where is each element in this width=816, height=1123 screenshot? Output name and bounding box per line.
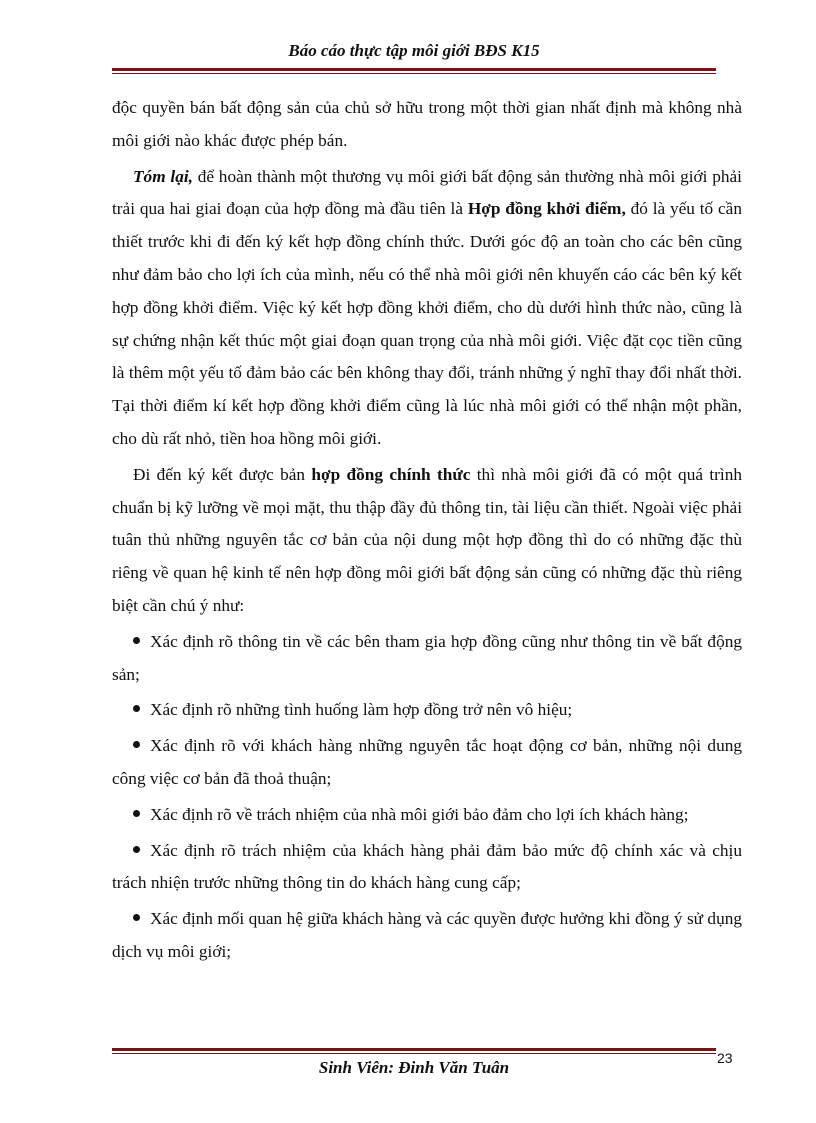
paragraph-summary: Tóm lại, để hoàn thành một thương vụ môi giới bất động sản thường nhà môi giới phải trải qua hai giai đoạn của hợp đồng mà đầu tiên là Hợp đồng khởi điểm, đó là yếu tố cần thiết trước khi đi đến ký kết hợp đồng chính thức. Dưới góc độ an toàn cho các bên cũng như đảm bảo cho lợi ích của mình, nếu có thể nhà môi giới nên khuyến cáo các bên ký kết hợp đồng khởi điểm. Việc ký kết hợp đồng khởi điểm, cho dù dưới hình thức nào, cũng là sự chứng nhận kết thúc một giai đoạn quan trọng của nhà môi giới. Việc đặt cọc tiền cũng là thêm một yếu tố đảm bảo các bên không thay đổi, tránh những ý nghĩ thay đổi nhất thời. Tại thời điểm kí kết hợp đồng khởi điểm cũng là lúc nhà môi giới có thể nhận một phần, cho dù rất nhỏ, tiền hoa hồng môi giới. <box>112 166 742 448</box>
list-item: Xác định rõ thông tin về các bên tham gia hợp đồng cũng như thông tin về bất động sản; <box>112 631 742 684</box>
paragraph-continuation: độc quyền bán bất động sản của chủ sở hữu trong một thời gian nhất định mà không nhà môi giới nào khác được phép bán. <box>112 98 742 150</box>
footer-rule <box>112 1048 716 1054</box>
paragraph-official-contract: Đi đến ký kết được bản hợp đồng chính thức thì nhà môi giới đã có một quá trình chuẩn bị kỹ lưỡng về mọi mặt, thu thập đầy đủ thông tin, tài liệu cần thiết. Ngoài việc phải tuân thủ những nguyên tắc cơ bản của nội dung một hợp đồng thì do có những đặc thù riêng về quan hệ kinh tế nên hợp đồng môi giới bất động sản cũng có những đặc thù riêng biệt cần chú ý như: <box>112 464 742 615</box>
list-item: Xác định rõ những tình huống làm hợp đồng trở nên vô hiệu; <box>112 694 742 727</box>
official-contract-term: hợp đồng chính thức <box>311 464 471 484</box>
list-item: Xác định rõ trách nhiệm của khách hàng phải đảm bảo mức độ chính xác và chịu trách nhiện trước những thông tin do khách hàng cung cấp; <box>112 840 742 893</box>
bullet-icon <box>133 810 140 817</box>
initial-contract-term: Hợp đồng khởi điểm, <box>467 199 626 219</box>
page-number: 23 <box>717 1050 733 1066</box>
bullet-icon <box>133 705 140 712</box>
bullet-icon <box>133 846 140 853</box>
list-item: Xác định rõ về trách nhiệm của nhà môi giới bảo đảm cho lợi ích khách hàng; <box>112 799 742 832</box>
bullet-icon <box>133 914 140 921</box>
list-item: Xác định mối quan hệ giữa khách hàng và các quyền được hưởng khi đồng ý sử dụng dịch vụ môi giới; <box>112 909 742 961</box>
bullet-icon <box>133 741 140 748</box>
footer-author: Sinh Viên: Đinh Văn Tuân <box>318 1058 510 1077</box>
summary-lead: Tóm lại, <box>133 166 193 186</box>
header-title: Báo cáo thực tập môi giới BĐS K15 <box>288 41 540 60</box>
header-rule <box>112 68 716 74</box>
bullet-icon <box>133 637 140 644</box>
requirements-list <box>112 626 742 969</box>
body-content <box>112 92 742 972</box>
list-item: Xác định rõ với khách hàng những nguyên tắc hoạt động cơ bản, những nội dung công việc cơ bản đã thoả thuận; <box>112 736 742 788</box>
